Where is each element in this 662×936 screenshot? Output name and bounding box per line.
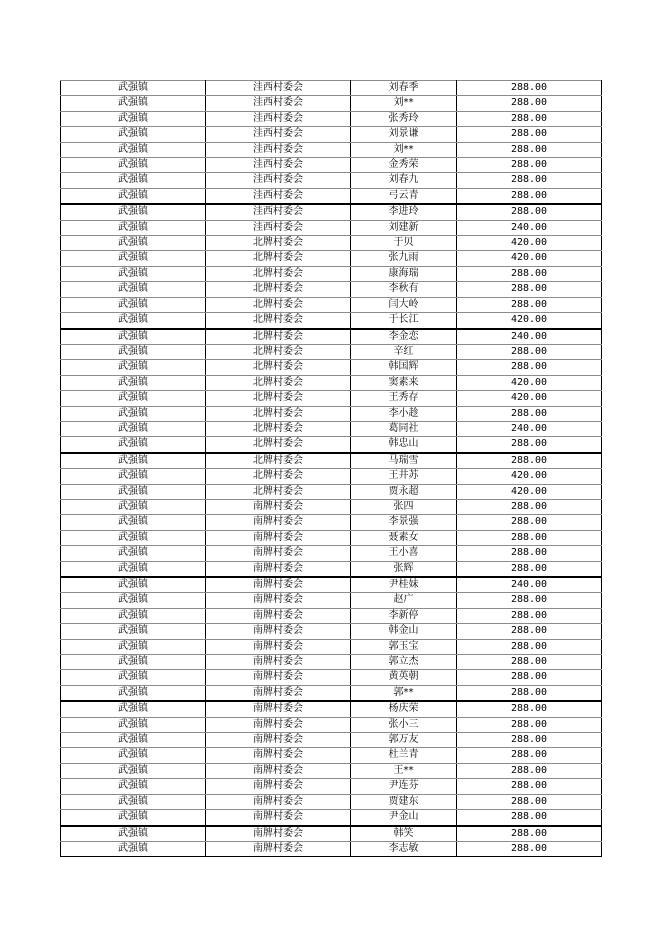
table-row xyxy=(61,484,602,499)
village-cell: 北牌村委会 xyxy=(206,469,351,484)
village-cell: 南牌村委会 xyxy=(206,577,351,593)
table-row xyxy=(61,624,602,639)
village-cell: 北牌村委会 xyxy=(206,236,351,251)
town-cell: 武强镇 xyxy=(61,826,206,842)
town-cell: 武强镇 xyxy=(61,251,206,266)
amount-cell: 288.00 xyxy=(457,515,602,530)
name-cell: 王井苏 xyxy=(351,469,457,484)
town-cell: 武强镇 xyxy=(61,421,206,436)
village-cell: 北牌村委会 xyxy=(206,251,351,266)
village-cell: 北牌村委会 xyxy=(206,421,351,436)
table-row xyxy=(61,670,602,685)
table-row xyxy=(61,701,602,717)
name-cell: 李进玲 xyxy=(351,204,457,220)
amount-cell: 288.00 xyxy=(457,204,602,220)
name-cell: 刘春季 xyxy=(351,81,457,96)
amount-cell: 288.00 xyxy=(457,344,602,359)
table-row xyxy=(61,344,602,359)
amount-cell: 288.00 xyxy=(457,360,602,375)
table-row xyxy=(61,173,602,188)
table-row xyxy=(61,593,602,608)
table-row xyxy=(61,96,602,111)
name-cell: 郭万友 xyxy=(351,733,457,748)
table-row xyxy=(61,639,602,654)
town-cell: 武强镇 xyxy=(61,608,206,623)
table-row xyxy=(61,437,602,453)
town-cell: 武强镇 xyxy=(61,282,206,297)
village-cell: 北牌村委会 xyxy=(206,329,351,345)
town-cell: 武强镇 xyxy=(61,577,206,593)
name-cell: 刘建新 xyxy=(351,220,457,235)
table-row xyxy=(61,530,602,545)
name-cell: 韩忠山 xyxy=(351,437,457,453)
table-row xyxy=(61,826,602,842)
village-cell: 洼西村委会 xyxy=(206,81,351,96)
name-cell: 刘** xyxy=(351,96,457,111)
town-cell: 武强镇 xyxy=(61,360,206,375)
name-cell: 聂素女 xyxy=(351,530,457,545)
amount-cell: 420.00 xyxy=(457,391,602,406)
name-cell: 郭玉宝 xyxy=(351,639,457,654)
village-cell: 南牌村委会 xyxy=(206,685,351,701)
village-cell: 北牌村委会 xyxy=(206,344,351,359)
name-cell: 金秀荣 xyxy=(351,158,457,173)
town-cell: 武强镇 xyxy=(61,670,206,685)
village-cell: 南牌村委会 xyxy=(206,779,351,794)
name-cell: 闫大岭 xyxy=(351,297,457,312)
town-cell: 武强镇 xyxy=(61,142,206,157)
table-row xyxy=(61,733,602,748)
village-cell: 南牌村委会 xyxy=(206,639,351,654)
town-cell: 武强镇 xyxy=(61,748,206,763)
name-cell: 葛同社 xyxy=(351,421,457,436)
name-cell: 尹桂妹 xyxy=(351,577,457,593)
table-body xyxy=(61,81,602,857)
amount-cell: 288.00 xyxy=(457,546,602,561)
name-cell: 尹金山 xyxy=(351,810,457,826)
name-cell: 刘** xyxy=(351,142,457,157)
town-cell: 武强镇 xyxy=(61,841,206,856)
table-row xyxy=(61,251,602,266)
village-cell: 南牌村委会 xyxy=(206,546,351,561)
town-cell: 武强镇 xyxy=(61,794,206,809)
town-cell: 武强镇 xyxy=(61,779,206,794)
name-cell: 王秀存 xyxy=(351,391,457,406)
amount-cell: 420.00 xyxy=(457,484,602,499)
table-row xyxy=(61,515,602,530)
name-cell: 张九雨 xyxy=(351,251,457,266)
table-row xyxy=(61,329,602,345)
name-cell: 李景强 xyxy=(351,515,457,530)
amount-cell: 288.00 xyxy=(457,561,602,577)
name-cell: 李秋有 xyxy=(351,282,457,297)
amount-cell: 288.00 xyxy=(457,530,602,545)
village-cell: 北牌村委会 xyxy=(206,313,351,329)
town-cell: 武强镇 xyxy=(61,701,206,717)
town-cell: 武强镇 xyxy=(61,329,206,345)
name-cell: 韩国辉 xyxy=(351,360,457,375)
table-row xyxy=(61,406,602,421)
village-cell: 南牌村委会 xyxy=(206,794,351,809)
amount-cell: 420.00 xyxy=(457,251,602,266)
amount-cell: 288.00 xyxy=(457,717,602,732)
amount-cell: 288.00 xyxy=(457,173,602,188)
town-cell: 武强镇 xyxy=(61,515,206,530)
amount-cell: 288.00 xyxy=(457,624,602,639)
amount-cell: 288.00 xyxy=(457,810,602,826)
village-cell: 南牌村委会 xyxy=(206,515,351,530)
table-row xyxy=(61,546,602,561)
amount-cell: 288.00 xyxy=(457,297,602,312)
name-cell: 贾建东 xyxy=(351,794,457,809)
table-row xyxy=(61,748,602,763)
table-row xyxy=(61,158,602,173)
table-row xyxy=(61,391,602,406)
village-cell: 北牌村委会 xyxy=(206,406,351,421)
name-cell: 韩金山 xyxy=(351,624,457,639)
amount-cell: 288.00 xyxy=(457,701,602,717)
village-cell: 南牌村委会 xyxy=(206,499,351,514)
village-cell: 南牌村委会 xyxy=(206,593,351,608)
amount-cell: 288.00 xyxy=(457,763,602,778)
town-cell: 武强镇 xyxy=(61,158,206,173)
amount-cell: 288.00 xyxy=(457,748,602,763)
name-cell: 贾永超 xyxy=(351,484,457,499)
village-cell: 南牌村委会 xyxy=(206,841,351,856)
town-cell: 武强镇 xyxy=(61,344,206,359)
village-cell: 南牌村委会 xyxy=(206,810,351,826)
name-cell: 杨庆荣 xyxy=(351,701,457,717)
amount-cell: 288.00 xyxy=(457,96,602,111)
table-row xyxy=(61,717,602,732)
village-cell: 南牌村委会 xyxy=(206,733,351,748)
table-row xyxy=(61,142,602,157)
amount-cell: 288.00 xyxy=(457,593,602,608)
name-cell: 李小趁 xyxy=(351,406,457,421)
town-cell: 武强镇 xyxy=(61,717,206,732)
name-cell: 郭** xyxy=(351,685,457,701)
table-row xyxy=(61,810,602,826)
village-cell: 南牌村委会 xyxy=(206,748,351,763)
table-row xyxy=(61,499,602,514)
village-cell: 北牌村委会 xyxy=(206,375,351,390)
town-cell: 武强镇 xyxy=(61,499,206,514)
village-cell: 洼西村委会 xyxy=(206,96,351,111)
name-cell: 李金恋 xyxy=(351,329,457,345)
town-cell: 武强镇 xyxy=(61,437,206,453)
town-cell: 武强镇 xyxy=(61,313,206,329)
name-cell: 赵广 xyxy=(351,593,457,608)
name-cell: 张辉 xyxy=(351,561,457,577)
table-row xyxy=(61,421,602,436)
table-row xyxy=(61,360,602,375)
name-cell: 于长江 xyxy=(351,313,457,329)
name-cell: 弓云青 xyxy=(351,188,457,204)
amount-cell: 288.00 xyxy=(457,670,602,685)
amount-cell: 288.00 xyxy=(457,733,602,748)
table-row xyxy=(61,188,602,204)
name-cell: 王** xyxy=(351,763,457,778)
village-cell: 南牌村委会 xyxy=(206,530,351,545)
table-row xyxy=(61,236,602,251)
table-row xyxy=(61,577,602,593)
village-cell: 洼西村委会 xyxy=(206,127,351,142)
town-cell: 武强镇 xyxy=(61,297,206,312)
table-row xyxy=(61,655,602,670)
town-cell: 武强镇 xyxy=(61,530,206,545)
town-cell: 武强镇 xyxy=(61,188,206,204)
amount-cell: 288.00 xyxy=(457,437,602,453)
town-cell: 武强镇 xyxy=(61,96,206,111)
amount-cell: 288.00 xyxy=(457,826,602,842)
name-cell: 李志敏 xyxy=(351,841,457,856)
name-cell: 刘春九 xyxy=(351,173,457,188)
village-cell: 北牌村委会 xyxy=(206,282,351,297)
town-cell: 武强镇 xyxy=(61,111,206,126)
table-row xyxy=(61,282,602,297)
amount-cell: 288.00 xyxy=(457,639,602,654)
town-cell: 武强镇 xyxy=(61,593,206,608)
amount-cell: 420.00 xyxy=(457,469,602,484)
amount-cell: 288.00 xyxy=(457,453,602,469)
table-row xyxy=(61,561,602,577)
village-cell: 南牌村委会 xyxy=(206,624,351,639)
town-cell: 武强镇 xyxy=(61,685,206,701)
amount-cell: 288.00 xyxy=(457,794,602,809)
town-cell: 武强镇 xyxy=(61,561,206,577)
amount-cell: 288.00 xyxy=(457,779,602,794)
village-cell: 洼西村委会 xyxy=(206,111,351,126)
town-cell: 武强镇 xyxy=(61,406,206,421)
name-cell: 刘景谦 xyxy=(351,127,457,142)
amount-cell: 288.00 xyxy=(457,685,602,701)
village-cell: 南牌村委会 xyxy=(206,701,351,717)
town-cell: 武强镇 xyxy=(61,173,206,188)
village-cell: 南牌村委会 xyxy=(206,561,351,577)
name-cell: 张四 xyxy=(351,499,457,514)
amount-cell: 288.00 xyxy=(457,282,602,297)
table-row xyxy=(61,469,602,484)
table-row xyxy=(61,453,602,469)
village-cell: 北牌村委会 xyxy=(206,391,351,406)
town-cell: 武强镇 xyxy=(61,810,206,826)
village-cell: 南牌村委会 xyxy=(206,717,351,732)
amount-cell: 420.00 xyxy=(457,236,602,251)
amount-cell: 288.00 xyxy=(457,499,602,514)
amount-cell: 288.00 xyxy=(457,81,602,96)
town-cell: 武强镇 xyxy=(61,655,206,670)
table-row xyxy=(61,375,602,390)
amount-cell: 288.00 xyxy=(457,608,602,623)
amount-cell: 288.00 xyxy=(457,158,602,173)
name-cell: 康海瑞 xyxy=(351,266,457,281)
village-cell: 南牌村委会 xyxy=(206,655,351,670)
table-row xyxy=(61,763,602,778)
amount-cell: 288.00 xyxy=(457,406,602,421)
village-cell: 北牌村委会 xyxy=(206,453,351,469)
table-row xyxy=(61,111,602,126)
amount-cell: 288.00 xyxy=(457,142,602,157)
name-cell: 杜兰青 xyxy=(351,748,457,763)
village-cell: 南牌村委会 xyxy=(206,608,351,623)
town-cell: 武强镇 xyxy=(61,266,206,281)
table-row xyxy=(61,841,602,856)
table-row xyxy=(61,608,602,623)
amount-cell: 288.00 xyxy=(457,655,602,670)
table-row xyxy=(61,313,602,329)
name-cell: 窦素来 xyxy=(351,375,457,390)
table-row xyxy=(61,127,602,142)
amount-cell: 288.00 xyxy=(457,111,602,126)
town-cell: 武强镇 xyxy=(61,375,206,390)
village-cell: 北牌村委会 xyxy=(206,266,351,281)
village-cell: 北牌村委会 xyxy=(206,437,351,453)
town-cell: 武强镇 xyxy=(61,453,206,469)
town-cell: 武强镇 xyxy=(61,81,206,96)
town-cell: 武强镇 xyxy=(61,127,206,142)
table-row xyxy=(61,204,602,220)
amount-cell: 240.00 xyxy=(457,421,602,436)
village-cell: 南牌村委会 xyxy=(206,826,351,842)
data-table xyxy=(60,80,602,857)
name-cell: 于贝 xyxy=(351,236,457,251)
table-row xyxy=(61,220,602,235)
town-cell: 武强镇 xyxy=(61,391,206,406)
amount-cell: 240.00 xyxy=(457,577,602,593)
name-cell: 黄英朝 xyxy=(351,670,457,685)
name-cell: 郭立杰 xyxy=(351,655,457,670)
village-cell: 洼西村委会 xyxy=(206,188,351,204)
table-row xyxy=(61,685,602,701)
village-cell: 洼西村委会 xyxy=(206,204,351,220)
table-row xyxy=(61,297,602,312)
name-cell: 王小喜 xyxy=(351,546,457,561)
name-cell: 韩笑 xyxy=(351,826,457,842)
name-cell: 尹连芬 xyxy=(351,779,457,794)
village-cell: 洼西村委会 xyxy=(206,173,351,188)
town-cell: 武强镇 xyxy=(61,204,206,220)
town-cell: 武强镇 xyxy=(61,484,206,499)
village-cell: 洼西村委会 xyxy=(206,158,351,173)
amount-cell: 240.00 xyxy=(457,329,602,345)
table-row xyxy=(61,81,602,96)
village-cell: 洼西村委会 xyxy=(206,220,351,235)
name-cell: 辛红 xyxy=(351,344,457,359)
amount-cell: 420.00 xyxy=(457,375,602,390)
village-cell: 北牌村委会 xyxy=(206,297,351,312)
amount-cell: 288.00 xyxy=(457,127,602,142)
village-cell: 南牌村委会 xyxy=(206,670,351,685)
name-cell: 张小三 xyxy=(351,717,457,732)
town-cell: 武强镇 xyxy=(61,546,206,561)
name-cell: 李新停 xyxy=(351,608,457,623)
town-cell: 武强镇 xyxy=(61,733,206,748)
town-cell: 武强镇 xyxy=(61,763,206,778)
amount-cell: 288.00 xyxy=(457,188,602,204)
village-cell: 南牌村委会 xyxy=(206,763,351,778)
town-cell: 武强镇 xyxy=(61,624,206,639)
village-cell: 北牌村委会 xyxy=(206,360,351,375)
amount-cell: 288.00 xyxy=(457,266,602,281)
town-cell: 武强镇 xyxy=(61,220,206,235)
table-row xyxy=(61,266,602,281)
amount-cell: 240.00 xyxy=(457,220,602,235)
name-cell: 张秀玲 xyxy=(351,111,457,126)
town-cell: 武强镇 xyxy=(61,469,206,484)
town-cell: 武强镇 xyxy=(61,639,206,654)
village-cell: 洼西村委会 xyxy=(206,142,351,157)
village-cell: 北牌村委会 xyxy=(206,484,351,499)
name-cell: 马瑞雪 xyxy=(351,453,457,469)
table-row xyxy=(61,779,602,794)
amount-cell: 288.00 xyxy=(457,841,602,856)
table-row xyxy=(61,794,602,809)
amount-cell: 420.00 xyxy=(457,313,602,329)
town-cell: 武强镇 xyxy=(61,236,206,251)
